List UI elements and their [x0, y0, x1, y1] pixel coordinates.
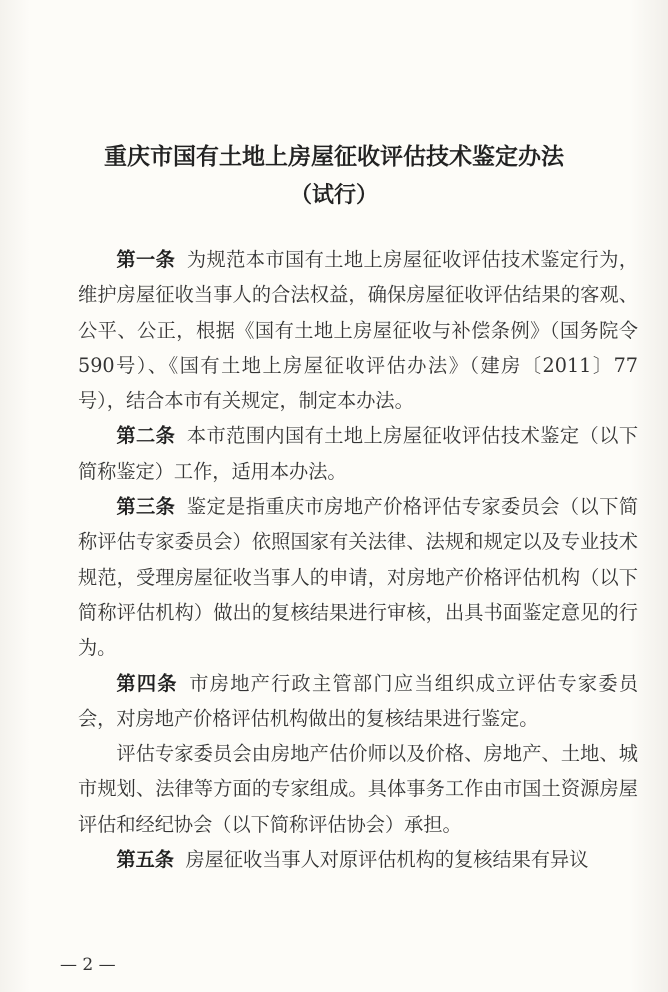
document-title: 重庆市国有土地上房屋征收评估技术鉴定办法: [104, 143, 564, 170]
page-number: — 2 —: [60, 955, 116, 975]
paragraph-text: 鉴定是指重庆市房地产价格评估专家委员会（以下简称评估专家委员会）依照国家有关法律、法规和规定以及专业技术规范，受理房屋征收当事人的申请，对房地产价格评估机构（以下简称评估机构）做出的复核结果进行审核，出具书面鉴定意见的行为。: [78, 495, 639, 660]
article-label: 第三条: [116, 495, 176, 519]
paragraph-article-4-continued: [78, 736, 638, 842]
paragraph-text: 房屋征收当事人对原评估机构的复核结果有异议: [185, 848, 589, 872]
paragraph-article-2: [78, 418, 638, 489]
paragraph-text: 本市范围内国有土地上房屋征收评估技术鉴定（以下简称鉴定）工作，适用本办法。: [78, 424, 639, 483]
paragraph-article-3: [78, 489, 638, 665]
paragraph-text: 市房地产行政主管部门应当组织成立评估专家委员会，对房地产价格评估机构做出的复核结果进行鉴定。: [78, 671, 639, 730]
article-label: 第五条: [116, 848, 174, 872]
paragraph-text: 评估专家委员会由房地产估价师以及价格、房地产、土地、城市规划、法律等方面的专家组成。具体事务工作由市国土资源房屋评估和经纪协会（以下简称评估协会）承担。: [78, 742, 638, 836]
article-label: 第四条: [116, 671, 178, 695]
document-body: [78, 242, 638, 877]
paragraph-article-5: [78, 842, 638, 877]
paragraph-article-4: [78, 666, 638, 737]
document-subtitle: （试行）: [289, 182, 378, 208]
paragraph-text: 为规范本市国有土地上房屋征收评估技术鉴定行为，维护房屋征收当事人的合法权益，确保房屋征收评估结果的客观、公平、公正，根据《国有土地上房屋征收与补偿条例》（国务院令590号）、《国有土地上房屋征收评估办法》（建房〔2011〕77号），结合本市有关规定，制定本办法。: [78, 248, 639, 413]
article-label: 第二条: [116, 424, 176, 448]
paragraph-article-1: [78, 242, 638, 418]
article-label: 第一条: [116, 248, 176, 271]
